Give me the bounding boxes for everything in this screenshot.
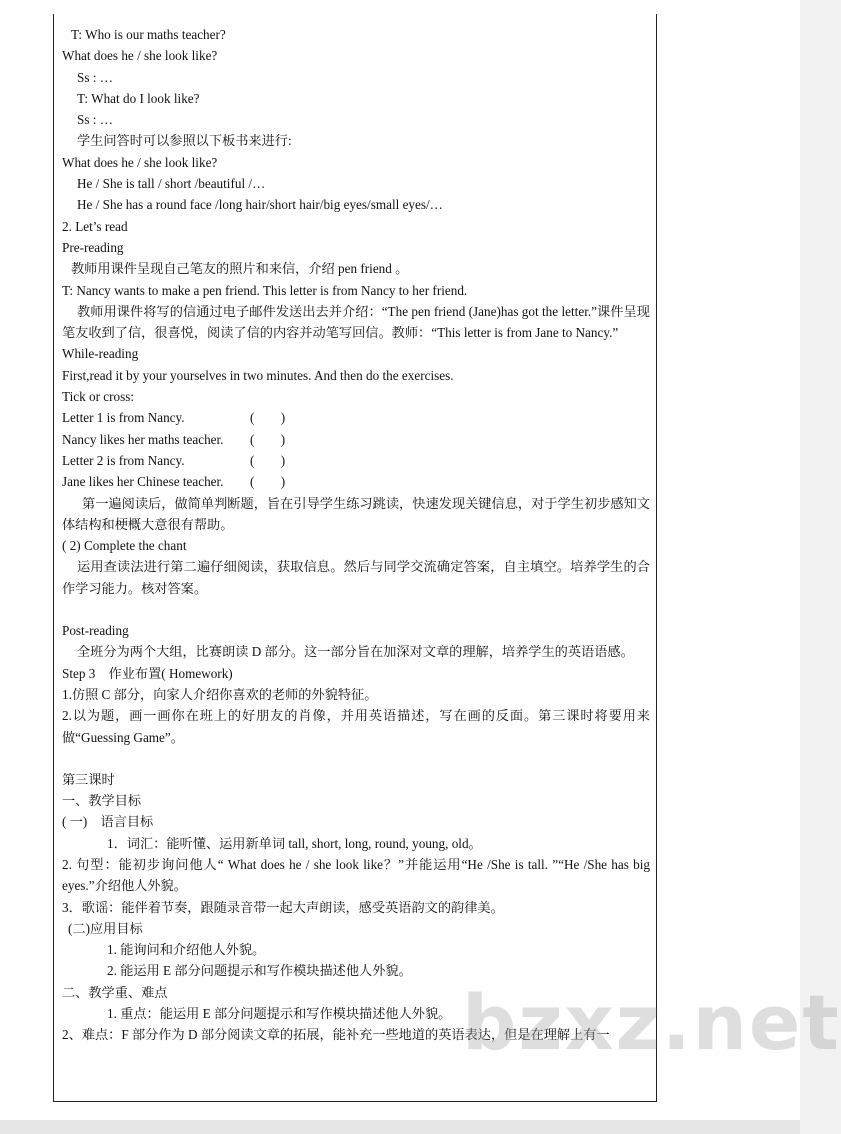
section-heading: Post-reading [62, 623, 129, 639]
board-line: What does he / she look like? [62, 154, 218, 170]
board-line: He / She has a round face /long hair/short hair/big eyes/small eyes/… [77, 197, 443, 213]
answer-blank: ( ) [250, 474, 286, 490]
board-line: He / She is tall / short /beautiful /… [77, 176, 266, 192]
section-heading: 2. Let’s read [62, 218, 128, 234]
paragraph: Tick or cross: [62, 389, 135, 405]
dialogue-line: T: What do I look like? [77, 90, 200, 106]
goal-item: 2. 能运用 E 部分问题提示和写作模块描述他人外貌。 [107, 963, 412, 979]
exercise-statement: Jane likes her Chinese teacher. [62, 474, 224, 490]
section-heading: Step 3 作业布置( Homework) [62, 665, 233, 681]
goal-item: 2. 句型：能初步询问他人“ What does he / she look like？”并能运用“He /She is tall. ”“He /She has big eyes.”介绍他人外貌。 [62, 856, 650, 894]
paragraph: First,read it by your yourselves in two minutes. And then do the exercises. [62, 367, 454, 383]
key-point: 2、难点：F 部分作为 D 部分阅读文章的拓展，能补充一些地道的英语表达，但是在理解上有一 [62, 1027, 610, 1043]
instruction-line: 学生问答时可以参照以下板书来进行: [77, 133, 292, 149]
goal-item: 3．歌谣：能伴着节奏，跟随录音带一起大声朗读，感受英语韵文的韵律美。 [62, 899, 504, 915]
section-heading: While-reading [62, 346, 139, 362]
spacer [62, 599, 650, 620]
section-heading: 一、教学目标 [62, 793, 142, 809]
answer-blank: ( ) [250, 410, 286, 426]
answer-blank: ( ) [250, 452, 286, 468]
exercise-statement: Letter 1 is from Nancy. [62, 410, 185, 426]
dialogue-line: Ss : … [77, 112, 113, 128]
paragraph: T: Nancy wants to make a pen friend. This letter is from Nancy to her friend. [62, 282, 468, 298]
lesson-plan-cell [53, 14, 657, 1102]
lesson-title: 第三课时 [62, 771, 115, 787]
section-heading: 二、教学重、难点 [62, 984, 168, 1000]
section-heading: ( 一) 语言目标 [62, 814, 154, 830]
paragraph: 全班分为两个大组，比赛朗读 D 部分。这一部分旨在加深对文章的理解，培养学生的英语语感。 [77, 644, 634, 660]
site-watermark: bzxz.net [462, 978, 841, 1067]
goal-item: 1．词汇：能听懂、运用新单词 tall, short, long, round, young, old。 [107, 835, 482, 851]
homework-item: 1.仿照 C 部分，向家人介绍你喜欢的老师的外貌特征。 [62, 686, 378, 702]
homework-item: 2.以为题，画一画你在班上的好朋友的肖像，并用英语描述，写在画的反面。第三课时将要用来做“Guessing Game”。 [62, 708, 650, 745]
exercise-item [62, 407, 650, 428]
exercise-statement: Letter 2 is from Nancy. [62, 452, 185, 468]
page-bottom-edge [0, 1120, 800, 1134]
exercise-statement: Nancy likes her maths teacher. [62, 431, 224, 447]
paragraph: 教师用课件呈现自己笔友的照片和来信，介绍 pen friend 。 [71, 261, 409, 277]
goal-item: 1. 能询问和介绍他人外貌。 [107, 942, 266, 958]
section-heading: (二)应用目标 [68, 920, 143, 936]
dialogue-line: Ss : … [77, 69, 113, 85]
section-heading: Pre-reading [62, 239, 124, 255]
section-heading: ( 2) Complete the chant [62, 538, 187, 554]
exercise-item [62, 429, 650, 450]
answer-blank: ( ) [250, 431, 286, 447]
exercise-item [62, 471, 650, 492]
exercise-item [62, 450, 650, 471]
dialogue-line: T: Who is our maths teacher? [71, 27, 226, 42]
paragraph: 运用查读法进行第二遍仔细阅读，获取信息。然后与同学交流确定答案，自主填空。培养学生的合作学习能力。核对答案。 [62, 559, 650, 596]
spacer [62, 748, 650, 769]
paragraph: 教师用课件将写的信通过电子邮件发送出去并介绍：“The pen friend (Jane)has got the letter.”课件呈现笔友收到了信，很喜悦，阅读了信的内容并动笔写回信。教师：“This letter is from Jane to Nancy.” [62, 303, 650, 341]
key-point: 1. 重点：能运用 E 部分问题提示和写作模块描述他人外貌。 [107, 1006, 452, 1022]
paragraph: 第一遍阅读后，做简单判断题，旨在引导学生练习跳读，快速发现关键信息，对于学生初步感知文体结构和梗概大意很有帮助。 [62, 495, 650, 532]
lesson-text [62, 24, 650, 1046]
dialogue-line: What does he / she look like? [62, 48, 218, 64]
